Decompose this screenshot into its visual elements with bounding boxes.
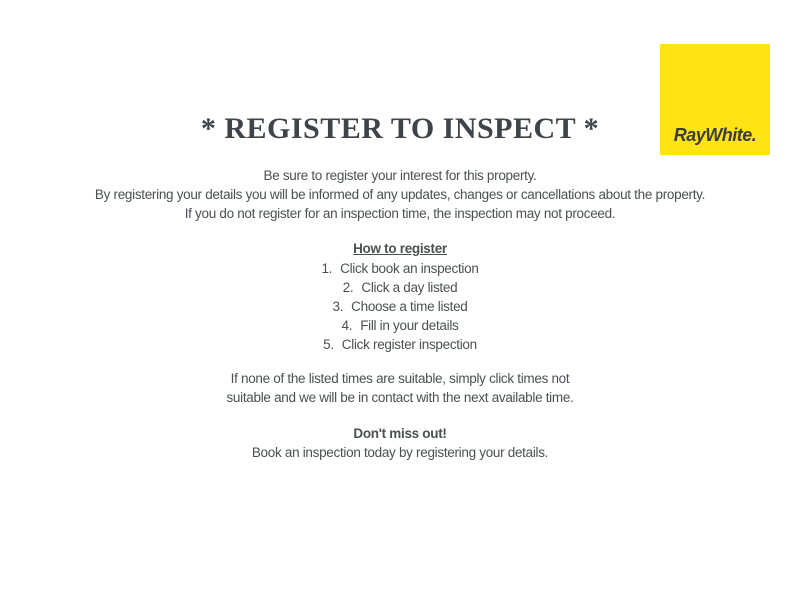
cta-block <box>0 424 800 462</box>
step-label: Fill in your details <box>360 318 459 333</box>
step-number: 4. <box>341 318 353 333</box>
note-line: If none of the listed times are suitable, simply click times not <box>230 371 570 386</box>
step-item <box>0 297 800 316</box>
step-number: 3. <box>332 299 344 314</box>
ray-white-logo <box>660 44 770 155</box>
how-to-register-heading: How to register <box>353 241 447 256</box>
dont-miss-out-heading: Don't miss out! <box>353 426 447 441</box>
times-not-suitable-note <box>0 369 800 407</box>
intro-line: If you do not register for an inspection time, the inspection may not proceed. <box>184 206 616 221</box>
step-label: Click register inspection <box>341 337 477 352</box>
note-line: suitable and we will be in contact with the next available time. <box>226 390 574 405</box>
page-title: * REGISTER TO INSPECT * <box>200 112 600 146</box>
step-label: Choose a time listed <box>351 299 468 314</box>
step-number: 2. <box>342 280 354 295</box>
step-item <box>0 316 800 335</box>
intro-line: Be sure to register your interest for this property. <box>263 168 537 183</box>
intro-line: By registering your details you will be informed of any updates, changes or cancellations about the property. <box>94 187 706 202</box>
step-label: Click a day listed <box>361 280 458 295</box>
step-label: Click book an inspection <box>340 261 479 276</box>
step-number: 1. <box>321 261 333 276</box>
ray-white-wordmark: RayWhite. <box>673 125 757 145</box>
step-item <box>0 335 800 354</box>
step-item <box>0 259 800 278</box>
cta-line: Book an inspection today by registering your details. <box>251 445 549 460</box>
step-number: 5. <box>323 337 334 352</box>
step-item <box>0 278 800 297</box>
registration-steps <box>0 259 800 354</box>
intro-text <box>0 166 800 223</box>
